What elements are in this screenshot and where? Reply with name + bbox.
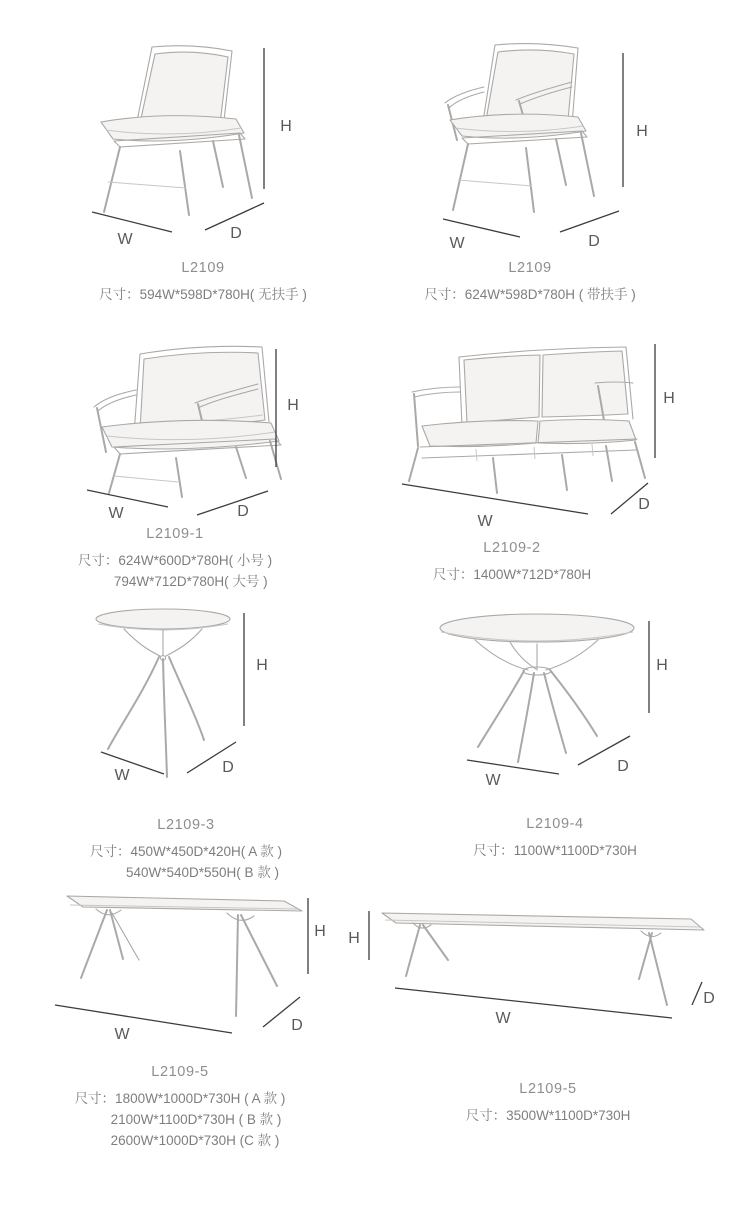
- dim-label-d: D: [222, 759, 234, 776]
- dim-label-d: D: [291, 1017, 303, 1034]
- spec-line: 尺寸：594W*598D*780H( 无扶手 ): [99, 287, 307, 302]
- product-code: L2109-4: [526, 816, 584, 832]
- product-caption: [352, 540, 672, 585]
- dim-label-w: W: [114, 767, 130, 784]
- lounge-chair-sketch: [60, 330, 340, 530]
- dim-label-d: D: [237, 503, 249, 520]
- small-round-table-sketch: [60, 600, 340, 800]
- product-caption: [26, 817, 346, 883]
- dim-label-h: H: [663, 390, 675, 407]
- dim-label-w: W: [449, 235, 465, 252]
- product-caption: [395, 816, 715, 861]
- dim-line-w: [101, 752, 164, 774]
- side-chair-sketch: [40, 30, 360, 260]
- dim-label-w: W: [117, 231, 133, 248]
- dim-line-w: [467, 760, 559, 774]
- product-caption: [388, 1081, 708, 1126]
- loveseat-sofa-sketch: [390, 330, 720, 540]
- product-specs: [433, 564, 591, 585]
- product-code: L2109-5: [151, 1064, 209, 1080]
- product-specs: [473, 840, 637, 861]
- product-caption: [20, 1064, 340, 1151]
- spec-line: 794W*712D*780H( 大号 ): [113, 574, 268, 589]
- dim-label-w: W: [108, 505, 124, 522]
- product-specs: [424, 284, 636, 305]
- dim-label-h: H: [256, 657, 268, 674]
- round-dining-table-sketch: [400, 600, 700, 800]
- product-specs: [75, 1088, 286, 1151]
- spec-line: 尺寸：450W*450D*420H( A 款 ): [89, 844, 283, 859]
- product-caption: [15, 526, 335, 592]
- product-specs: [78, 550, 272, 592]
- dim-label-d: D: [230, 225, 242, 242]
- product-code: L2109-5: [519, 1081, 577, 1097]
- dim-label-d: D: [703, 990, 715, 1007]
- dimension-lines: [55, 898, 326, 1043]
- product-code: L2109: [181, 260, 225, 276]
- dim-label-h: H: [314, 923, 326, 940]
- product-caption: [43, 260, 363, 305]
- dim-line-d: [560, 211, 619, 232]
- dim-line-w: [55, 1005, 232, 1033]
- dim-line-d: [692, 982, 702, 1005]
- product-code: L2109-2: [483, 540, 541, 556]
- dimension-lines: [467, 621, 668, 789]
- dim-label-w: W: [495, 1010, 511, 1027]
- furniture-drawing: [445, 44, 594, 212]
- dim-label-d: D: [617, 758, 629, 775]
- furniture-drawing: [94, 346, 281, 497]
- dim-label-d: D: [638, 496, 650, 513]
- dim-label-h: H: [636, 123, 648, 140]
- dim-label-h: H: [656, 657, 668, 674]
- dim-line-w: [87, 490, 168, 507]
- product-code: L2109: [508, 260, 552, 276]
- product-specs: [466, 1105, 631, 1126]
- dim-line-w: [402, 484, 588, 514]
- product-specs: [99, 284, 307, 305]
- product-caption: [370, 260, 690, 305]
- dim-line-w: [395, 988, 672, 1018]
- product-code: L2109-1: [146, 526, 204, 542]
- spec-line: 尺寸：1100W*1100D*730H: [473, 843, 637, 858]
- dim-line-w: [92, 212, 172, 232]
- spec-line: 2100W*1100D*730H ( B 款 ): [110, 1112, 282, 1127]
- dim-label-h: H: [287, 397, 299, 414]
- furniture-drawing: [96, 609, 230, 777]
- product-specs: [90, 841, 282, 883]
- spec-line: 540W*540D*550H( B 款 ): [125, 865, 280, 880]
- armchair-sketch: [400, 30, 720, 260]
- dim-label-d: D: [588, 233, 600, 250]
- furniture-drawing: [409, 347, 645, 493]
- spec-line: 尺寸：624W*598D*780H ( 带扶手 ): [424, 287, 636, 302]
- spec-line: 尺寸：624W*600D*780H( 小号 ): [77, 553, 273, 568]
- long-dining-table-sketch: [340, 890, 740, 1060]
- product-code: L2109-3: [157, 817, 215, 833]
- furniture-drawing: [440, 614, 634, 762]
- dim-label-w: W: [485, 772, 501, 789]
- spec-line: 2600W*1000D*730H (C 款 ): [110, 1133, 280, 1148]
- dim-line-d: [197, 491, 268, 515]
- spec-line: 尺寸：1800W*1000D*730H ( A 款 ): [74, 1091, 286, 1106]
- dimension-lines: [101, 613, 268, 784]
- dim-label-h: H: [348, 930, 360, 947]
- furniture-drawing: [101, 46, 252, 215]
- dim-label-w: W: [477, 513, 493, 530]
- spec-line: 尺寸：1400W*712D*780H: [432, 567, 592, 582]
- furniture-drawing: [67, 896, 302, 1016]
- spec-line: 尺寸：3500W*1100D*730H: [465, 1108, 631, 1123]
- dim-label-w: W: [114, 1026, 130, 1043]
- rect-dining-table-sketch: [50, 880, 350, 1060]
- dim-label-h: H: [280, 118, 292, 135]
